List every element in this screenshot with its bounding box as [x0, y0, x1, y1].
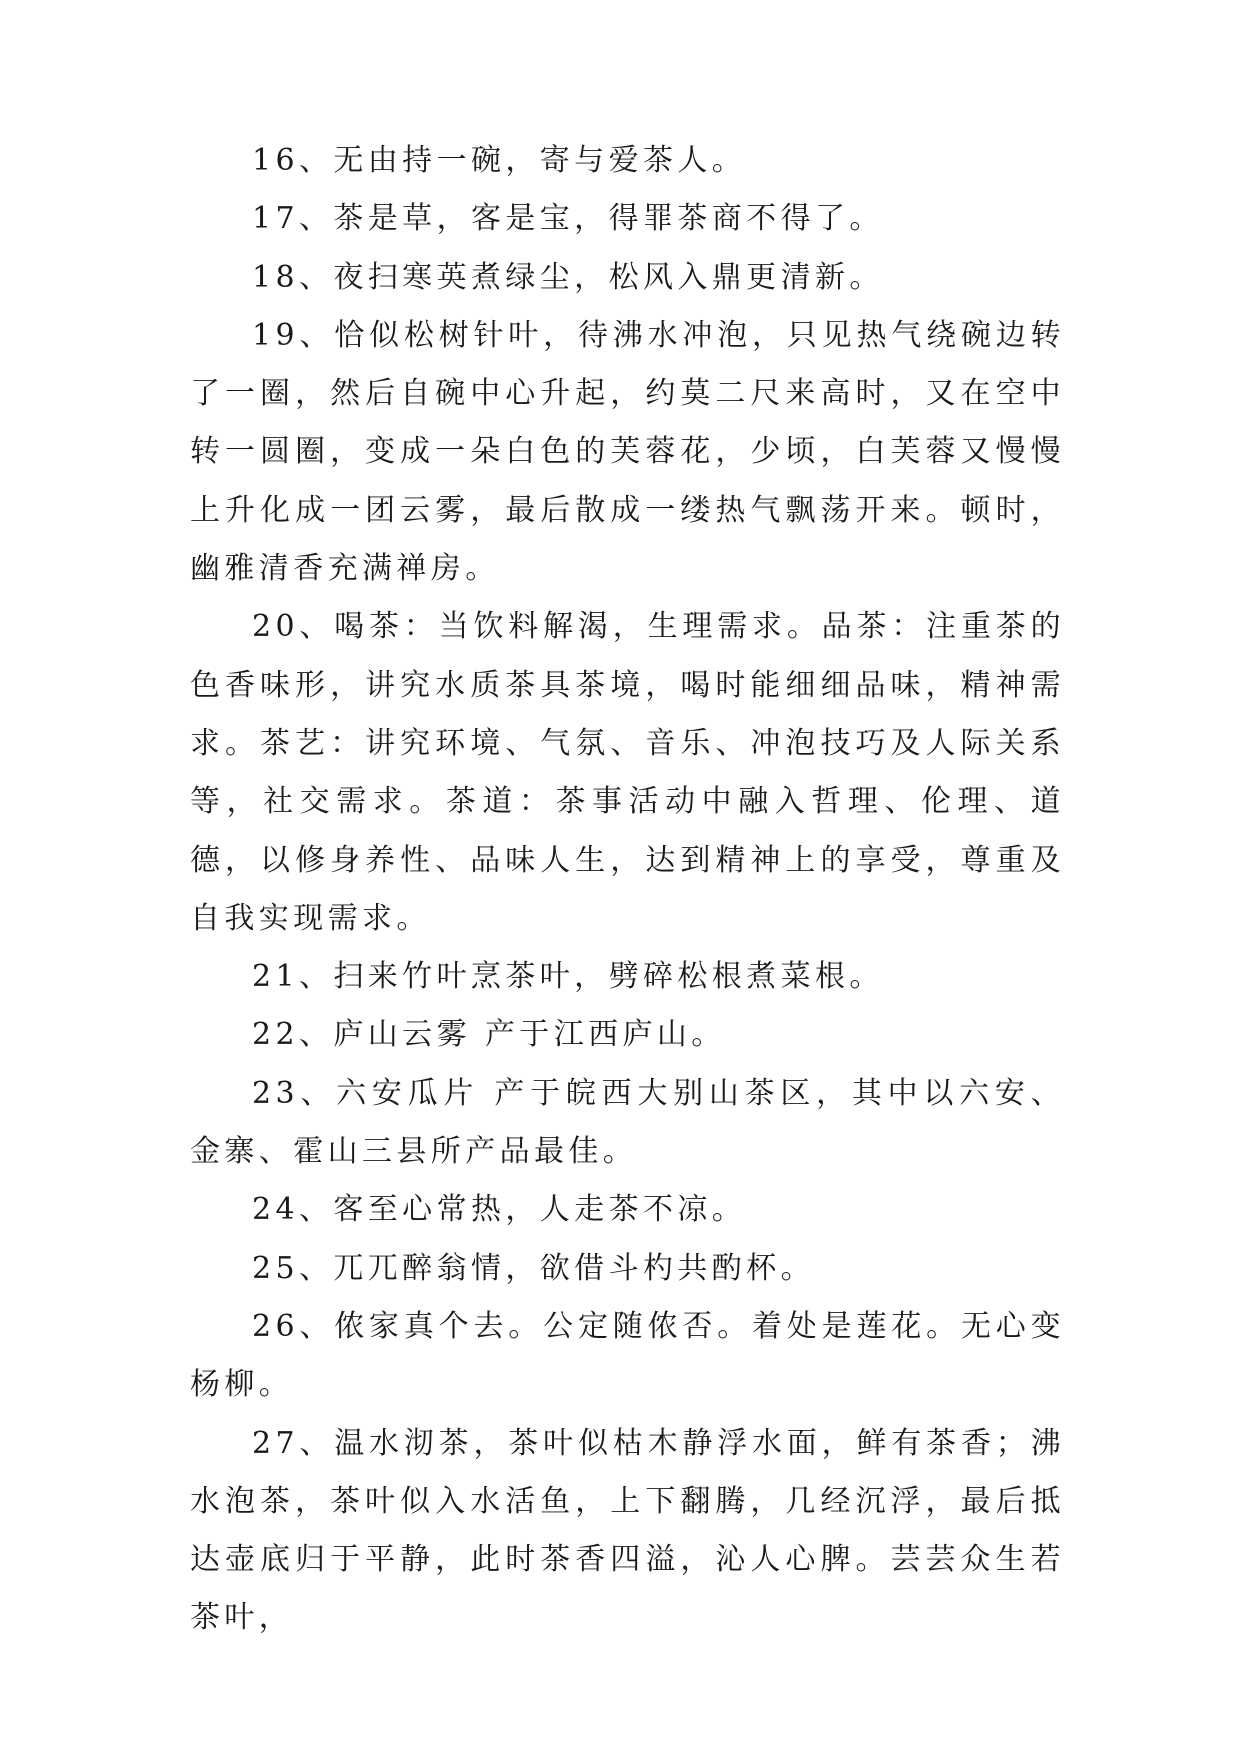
paragraph-25: 25、兀兀醉翁情，欲借斗杓共酌杯。: [252, 1250, 815, 1286]
paragraph-17: 17、茶是草，客是宝，得罪茶商不得了。: [252, 201, 884, 237]
paragraph-16: 16、无由持一碗，寄与爱茶人。: [252, 143, 747, 178]
paragraph-21: 21、扫来竹叶烹茶叶，劈碎松根煮菜根。: [252, 959, 884, 995]
paragraph-27: 27、温水沏茶，茶叶似枯木静浮水面，鲜有茶香；沸水泡茶，茶叶似入水活鱼，上下翻腾，几经沉浮，最后抵达壶底归于平静，此时茶香四溢，沁人心脾。芸芸众生若茶叶，: [190, 1425, 1065, 1636]
paragraph-18: 18、夜扫寒英煮绿尘，松风入鼎更清新。: [252, 259, 884, 295]
paragraph-26: 26、侬家真个去。公定随侬否。着处是莲花。无心变杨柳。: [190, 1308, 1065, 1403]
paragraph-24: 24、客至心常热，人走茶不凉。: [252, 1192, 747, 1228]
paragraph-22: 22、庐山云雾 产于江西庐山。: [252, 1017, 726, 1053]
paragraph-19: 19、恰似松树针叶，待沸水冲泡，只见热气绕碗边转了一圈，然后自碗中心升起，约莫二尺来高时，又在空中转一圆圈，变成一朵白色的芙蓉花，少顷，白芙蓉又慢慢上升化成一团云雾，最后散成一缕热气飘荡开来。顿时，幽雅清香充满禅房。: [190, 317, 1065, 587]
paragraph-20: 20、喝茶：当饮料解渴，生理需求。品茶：注重茶的色香味形，讲究水质茶具茶境，喝时能细细品味，精神需求。茶艺：讲究环境、气氛、音乐、冲泡技巧及人际关系等，社交需求。茶道：茶事活动中融入哲理、伦理、道德，以修身养性、品味人生，达到精神上的享受，尊重及自我实现需求。: [190, 609, 1065, 936]
document-body: [190, 132, 1065, 1648]
paragraph-23: 23、六安瓜片 产于皖西大别山茶区，其中以六安、金寨、霍山三县所产品最佳。: [190, 1075, 1065, 1170]
